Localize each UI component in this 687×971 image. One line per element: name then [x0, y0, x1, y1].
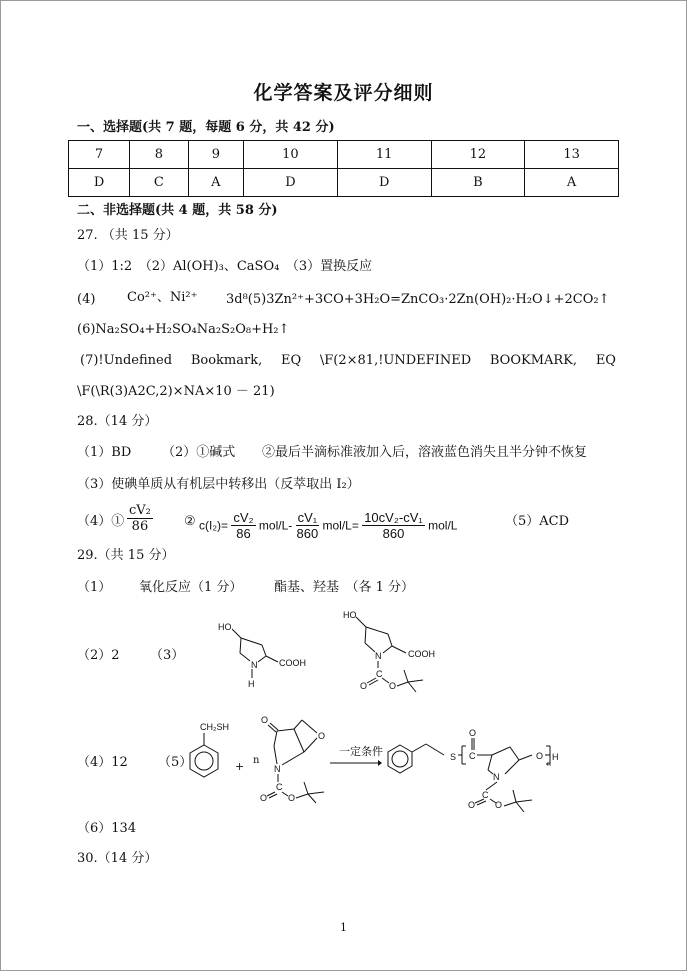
reaction-condition: 一定条件	[339, 745, 383, 758]
table-cell: C	[130, 169, 189, 197]
q29-part3-label: （3）	[150, 648, 185, 663]
q29-part1-label: （1）	[77, 580, 112, 595]
mol-label-o: O	[536, 751, 544, 761]
frac-denominator: 86	[131, 519, 149, 534]
eq-lhs: c(I₂)=	[199, 518, 228, 533]
q28-part5: （5）ACD	[505, 514, 570, 529]
q29-part2: （2）2	[77, 648, 120, 663]
mol-label-o: O	[468, 800, 476, 810]
mol-label-c: C	[276, 782, 283, 792]
mol-label-o: O	[261, 715, 269, 725]
q27-ions: Co²⁺、Ni²⁺	[127, 290, 198, 305]
page-number: 1	[340, 921, 347, 934]
q30-header: 30.（14 分）	[77, 851, 158, 866]
answer-table	[68, 140, 619, 197]
mol-label-h: H	[552, 752, 559, 762]
table-cell: 10	[244, 141, 338, 169]
q28-part2a: （2）①碱式	[162, 445, 236, 460]
q27-line4-part: (7)!Undefined	[80, 353, 173, 368]
frac-denominator: 860	[296, 526, 319, 541]
mol-label-o: O	[495, 800, 503, 810]
q28-part4-label: （4）①	[77, 514, 125, 529]
q28-part3: （3）使碘单质从有机层中转移出（反萃取出 I₂）	[77, 477, 360, 492]
hydroxyproline-structure	[212, 616, 312, 694]
q27-line1: （1）1:2 （2）Al(OH)₃、CaSO₄ （3）置换反应	[77, 259, 373, 274]
q28-concentration-equation	[199, 510, 457, 541]
q29-part4: （4）12	[77, 755, 128, 770]
mol-label-n: N	[493, 772, 500, 782]
q29-part5-label: （5）	[158, 755, 193, 770]
q28-frac1	[127, 503, 153, 534]
table-cell: A	[525, 169, 619, 197]
answer-row	[69, 169, 619, 197]
section2-heading: 二、非选择题(共 4 题，共 58 分)	[77, 203, 278, 218]
q28-part2b: ②最后半滴标准液加入后，溶液蓝色消失且半分钟不恢复	[262, 445, 588, 460]
table-cell: D	[337, 169, 431, 197]
table-cell: 7	[69, 141, 130, 169]
section1-heading: 一、选择题(共 7 题，每题 6 分，共 42 分)	[77, 120, 335, 135]
mol-label-ch2sh: CH₂SH	[200, 722, 229, 732]
q27-line4	[80, 353, 616, 369]
mol-label-o: O	[469, 728, 477, 738]
eq-unit: mol/L=	[322, 518, 359, 533]
benzyl-mercaptan-structure	[178, 716, 236, 788]
mol-label-n: N	[375, 651, 382, 661]
plus-sign: +	[235, 760, 245, 773]
mol-label-o: O	[360, 681, 368, 691]
table-cell: B	[431, 169, 525, 197]
mol-label-cooh: COOH	[408, 649, 435, 659]
table-cell: 11	[337, 141, 431, 169]
reaction-arrow-icon	[330, 758, 382, 768]
mol-label-cooh: COOH	[279, 658, 306, 668]
mol-label-ho: HO	[218, 622, 232, 632]
q27-line4-part: Bookmark,	[190, 353, 263, 368]
table-cell: 12	[431, 141, 525, 169]
mol-label-c: C	[469, 751, 476, 761]
eq-unit: mol/L-	[258, 518, 293, 533]
table-cell: 9	[188, 141, 244, 169]
q27-line4-part: BOOKMARK,	[489, 353, 578, 368]
table-cell: D	[69, 169, 130, 197]
table-cell: D	[244, 169, 338, 197]
q27-equation: 3d⁸(5)3Zn²⁺+3CO+3H₂O=ZnCO₃·2Zn(OH)₂·H₂O↓+2CO₂↑	[226, 292, 610, 307]
q28-part4-label2: ②	[184, 514, 196, 529]
frac-numerator: cV₁	[297, 510, 318, 525]
table-cell: A	[188, 169, 244, 197]
mol-label-ho: HO	[343, 610, 357, 620]
mol-label-n-subscript: n	[547, 761, 551, 768]
q29-part1-answer: 氧化反应（1 分）	[139, 580, 243, 595]
table-cell: 8	[130, 141, 189, 169]
mol-label-o: O	[318, 731, 326, 741]
q29-part1-groups: 酯基、羟基 （各 1 分）	[274, 580, 415, 595]
frac-numerator: 10cV₂-cV₁	[364, 510, 423, 525]
q29-part6: （6）134	[77, 821, 137, 836]
q27-line5: \F(\R(3)A2C,2)×NA×10 － 21)	[77, 384, 275, 399]
mol-label-o: O	[389, 681, 397, 691]
page-title: 化学答案及评分细则	[253, 82, 434, 104]
mol-label-c: C	[482, 790, 489, 800]
mol-label-o: O	[260, 793, 268, 803]
q27-line3: (6)Na₂SO₄+H₂SO₄Na₂S₂O₈+H₂↑	[77, 322, 290, 337]
bicyclic-lactone-structure	[254, 708, 338, 804]
frac-numerator: cV₂	[233, 510, 254, 525]
q27-header: 27. （共 15 分）	[77, 228, 179, 243]
q27-line4-part: EQ	[280, 353, 302, 368]
mol-label-n: N	[274, 764, 281, 774]
q27-part4-label: (4)	[77, 292, 96, 307]
boc-hydroxyproline-structure	[336, 604, 456, 696]
eq-unit: mol/L	[428, 518, 458, 533]
frac-denominator: 860	[382, 526, 405, 541]
q27-line4-part: EQ	[595, 353, 616, 368]
polymer-product-structure	[382, 722, 578, 812]
q27-line4-part: \F(2×81,!UNDEFINED	[319, 353, 472, 368]
q28-header: 28.（14 分）	[77, 414, 158, 429]
frac-numerator: cV₂	[129, 503, 151, 518]
q28-part1: （1）BD	[77, 445, 132, 460]
n-coefficient: n	[253, 755, 260, 766]
q29-header: 29.（共 15 分）	[77, 548, 175, 563]
mol-label-n: N	[251, 660, 258, 670]
frac-denominator: 86	[236, 526, 251, 541]
table-cell: 13	[525, 141, 619, 169]
mol-label-h: H	[248, 679, 255, 689]
mol-label-o: O	[288, 793, 296, 803]
mol-label-s: S	[450, 752, 457, 762]
mol-label-c: C	[376, 669, 383, 679]
question-number-row	[69, 141, 619, 169]
